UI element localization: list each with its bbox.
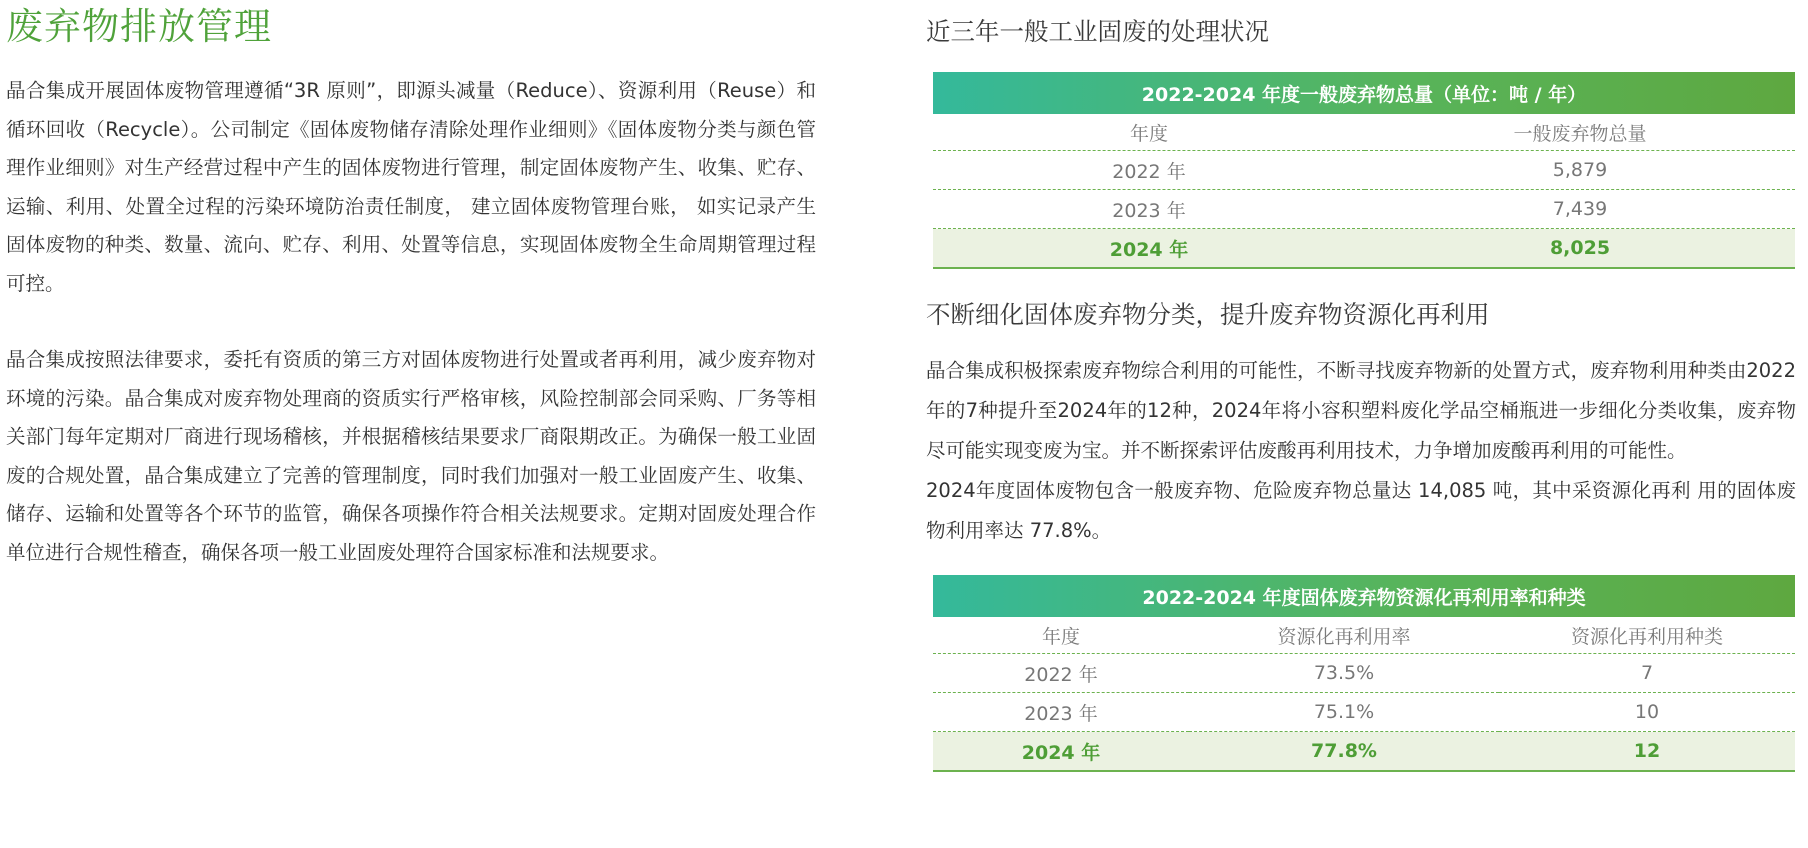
column-header-year: 年度 [933,617,1189,654]
table-caption-row [933,72,1795,114]
column-header-reuse-rate: 资源化再利用率 [1189,617,1499,654]
table-caption: 2022-2024 年度一般废弃物总量（单位：吨 / 年） [933,72,1795,114]
left-column [6,0,816,572]
table-row-highlight [933,229,1795,269]
table-cell-year: 2023 年 [933,693,1189,732]
table-cell-year: 2022 年 [933,151,1365,190]
paragraph-utilization-rate: 2024年度固体废物包含一般废弃物、危险废弃物总量达 14,085 吨，其中采资源化再利 用的固体废物利用率达 77.8%。 [926,479,1796,542]
table-caption: 2022-2024 年度固体废弃物资源化再利用率和种类 [933,575,1795,617]
table-cell-year: 2022 年 [933,654,1189,693]
table-cell-reuse-rate: 77.8% [1189,732,1499,772]
paragraph-third-party-disposal: 晶合集成按照法律要求，委托有资质的第三方对固体废物进行处置或者再利用，减少废弃物对环境的污染。晶合集成对废弃物处理商的资质实行严格审核，风险控制部会同采购、厂务等相关部门每年定期对厂商进行现场稽核，并根据稽核结果要求厂商限期改正。为确保一般工业固废的合规处置，晶合集成建立了完善的管理制度，同时我们加强对一般工业固废产生、收集、储存、运输和处置等各个环节的监管，确保各项操作符合相关法规要求。定期对固废处理合作单位进行合规性稽查，确保各项一般工业固废处理符合国家标准和法规要求。 [6,348,816,564]
table-cell-year: 2023 年 [933,190,1365,229]
table-caption-row [933,575,1795,617]
table-cell-reuse-rate: 75.1% [1189,693,1499,732]
table-row [933,654,1795,693]
paragraph-3r-principle: 晶合集成开展固体废物管理遵循“3R 原则”，即源头减量（Reduce）、资源利用（Reuse）和循环回收（Recycle）。公司制定《固体废物储存清除处理作业细则》《固体废物分类与颜色管理作业细则》对生产经营过程中产生的固体废物进行管理，制定固体废物产生、收集、贮存、运输、利用、处置全过程的污染环境防治责任制度， 建立固体废物管理台账， 如实记录产生固体废物的种类、数量、流向、贮存、利用、处置等信息，实现固体废物全生命周期管理过程可控。 [6,79,816,295]
section-heading-general-waste: 近三年一般工业固废的处理状况 [926,17,1269,46]
section-heading-waste-classification: 不断细化固体废弃物分类，提升废弃物资源化再利用 [926,300,1490,329]
column-header-year: 年度 [933,114,1365,151]
table-cell-total: 7,439 [1365,190,1795,229]
table-row [933,190,1795,229]
table-cell-reuse-types: 12 [1499,732,1795,772]
general-waste-table [933,72,1795,269]
table-row [933,151,1795,190]
right-column [926,0,1796,772]
table-cell-total: 5,879 [1365,151,1795,190]
table-header-row [933,114,1795,151]
table-cell-year: 2024 年 [933,229,1365,269]
page-title: 废弃物排放管理 [6,5,272,48]
table-row-highlight [933,732,1795,772]
table-cell-reuse-types: 10 [1499,693,1795,732]
table-header-row [933,617,1795,654]
table-cell-reuse-types: 7 [1499,654,1795,693]
table-cell-reuse-rate: 73.5% [1189,654,1499,693]
table-row [933,693,1795,732]
column-header-total: 一般废弃物总量 [1365,114,1795,151]
paragraph-waste-utilization: 晶合集成积极探索废弃物综合利用的可能性，不断寻找废弃物新的处置方式，废弃物利用种类由2022年的7种提升至2024年的12种，2024年将小容积塑料废化学品空桶瓶进一步细化分类收集，废弃物尽可能实现变废为宝。并不断探索评估废酸再利用技术，力争增加废酸再利用的可能性。 [926,359,1796,462]
table-cell-total: 8,025 [1365,229,1795,269]
column-header-reuse-types: 资源化再利用种类 [1499,617,1795,654]
table-cell-year: 2024 年 [933,732,1189,772]
resource-reuse-table [933,575,1795,772]
